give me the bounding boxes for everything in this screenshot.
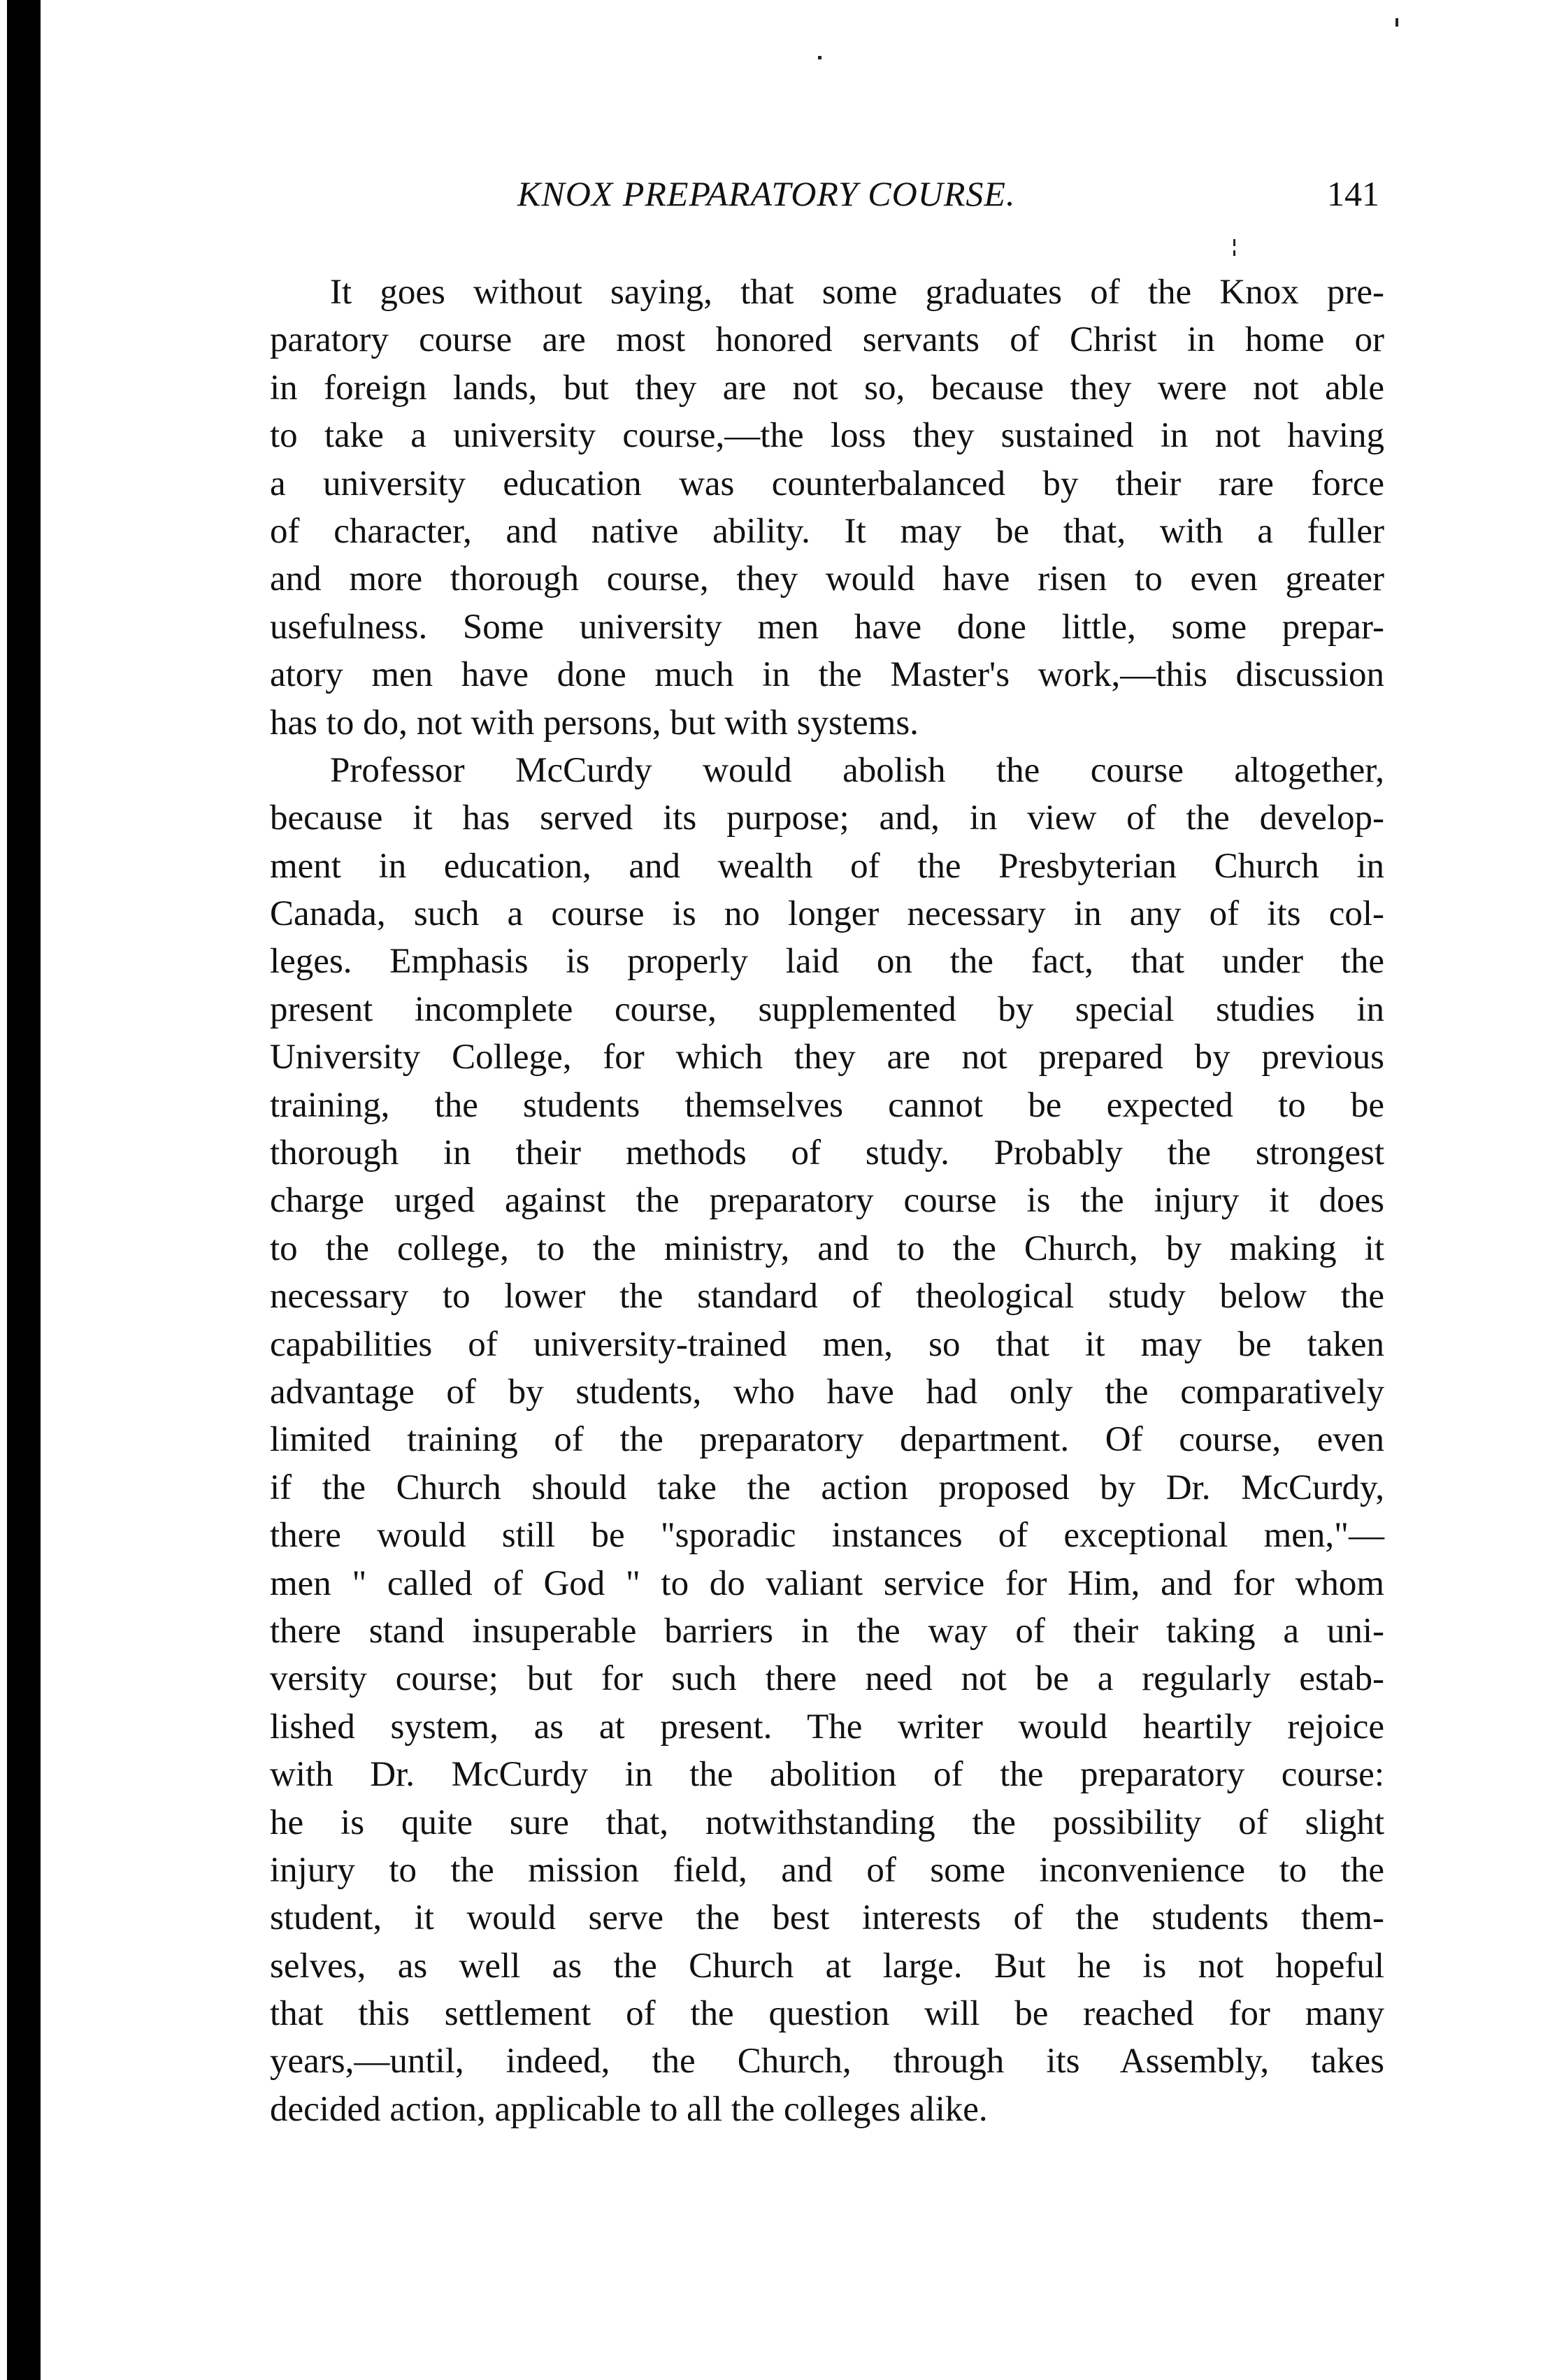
text-line: of character, and native ability. It may be that, with a fuller: [270, 511, 1384, 551]
text-line: he is quite sure that, notwithstanding the possibility of slight: [270, 1802, 1384, 1842]
text-line: injury to the mission field, and of some inconvenience to the: [270, 1850, 1384, 1890]
text-line: capabilities of university-trained men, so that it may be taken: [270, 1324, 1384, 1364]
text-line: versity course; but for such there need not be a regularly estab-: [270, 1659, 1384, 1699]
text-line: charge urged against the preparatory course is the injury it does: [270, 1181, 1384, 1221]
text-line: advantage of by students, who have had only the comparatively: [270, 1372, 1384, 1412]
scan-speck: [818, 56, 821, 59]
text-line: student, it would serve the best interests of the students them-: [270, 1898, 1384, 1938]
page-body: [270, 268, 1384, 2133]
text-line: usefulness. Some university men have done little, some prepar-: [270, 607, 1384, 647]
text-line: training, the students themselves cannot be expected to be: [270, 1085, 1384, 1125]
text-line: in foreign lands, but they are not so, because they were not able: [270, 368, 1384, 408]
text-line: University College, for which they are not prepared by previous: [270, 1038, 1384, 1077]
running-header: KNOX PREPARATORY COURSE.: [517, 174, 1016, 213]
text-line: if the Church should take the action proposed by Dr. McCurdy,: [270, 1468, 1384, 1507]
scan-speck: [1233, 250, 1235, 256]
text-line: that this settlement of the question will be reached for many: [270, 1994, 1384, 2034]
text-line: and more thorough course, they would have risen to even greater: [270, 559, 1384, 599]
text-line: a university education was counterbalanced by their rare force: [270, 464, 1384, 503]
paragraph: [270, 268, 1384, 747]
text-line: ment in education, and wealth of the Presbyterian Church in: [270, 846, 1384, 886]
text-line: men " called of God " to do valiant service for Him, and for whom: [270, 1563, 1384, 1603]
text-line: thorough in their methods of study. Probably the strongest: [270, 1133, 1384, 1173]
text-line: to take a university course,—the loss they sustained in not having: [270, 416, 1384, 456]
text-line: decided action, applicable to all the colleges alike.: [270, 2089, 988, 2129]
text-line: because it has served its purpose; and, in view of the develop-: [270, 798, 1384, 838]
text-line: has to do, not with persons, but with systems.: [270, 703, 919, 743]
text-line: necessary to lower the standard of theological study below the: [270, 1277, 1384, 1317]
scan-speck: [1233, 239, 1235, 246]
text-line: limited training of the preparatory department. Of course, even: [270, 1420, 1384, 1460]
scan-speck: [1395, 18, 1398, 27]
text-line: leges. Emphasis is properly laid on the fact, that under the: [270, 942, 1384, 982]
text-line: It goes without saying, that some graduates of the Knox pre-: [330, 273, 1384, 312]
page-number: 141: [1327, 174, 1379, 213]
text-line: there would still be "sporadic instances of exceptional men,"—: [270, 1516, 1384, 1556]
text-line: selves, as well as the Church at large. But he is not hopeful: [270, 1946, 1384, 1986]
paragraph: [270, 747, 1384, 2133]
text-line: present incomplete course, supplemented by special studies in: [270, 989, 1384, 1029]
text-line: Canada, such a course is no longer necessary in any of its col-: [270, 894, 1384, 934]
text-line: Professor McCurdy would abolish the course altogether,: [330, 750, 1384, 790]
text-line: lished system, as at present. The writer would heartily rejoice: [270, 1707, 1384, 1747]
text-line: years,—until, indeed, the Church, through its Assembly, takes: [270, 2042, 1384, 2081]
text-line: atory men have done much in the Master's work,—this discussion: [270, 655, 1384, 695]
scan-binding-edge: [7, 0, 41, 2380]
text-line: to the college, to the ministry, and to the Church, by making it: [270, 1228, 1384, 1268]
text-line: paratory course are most honored servants of Christ in home or: [270, 320, 1384, 360]
text-line: with Dr. McCurdy in the abolition of the preparatory course:: [270, 1755, 1384, 1795]
text-line: there stand insuperable barriers in the way of their taking a uni-: [270, 1611, 1384, 1651]
